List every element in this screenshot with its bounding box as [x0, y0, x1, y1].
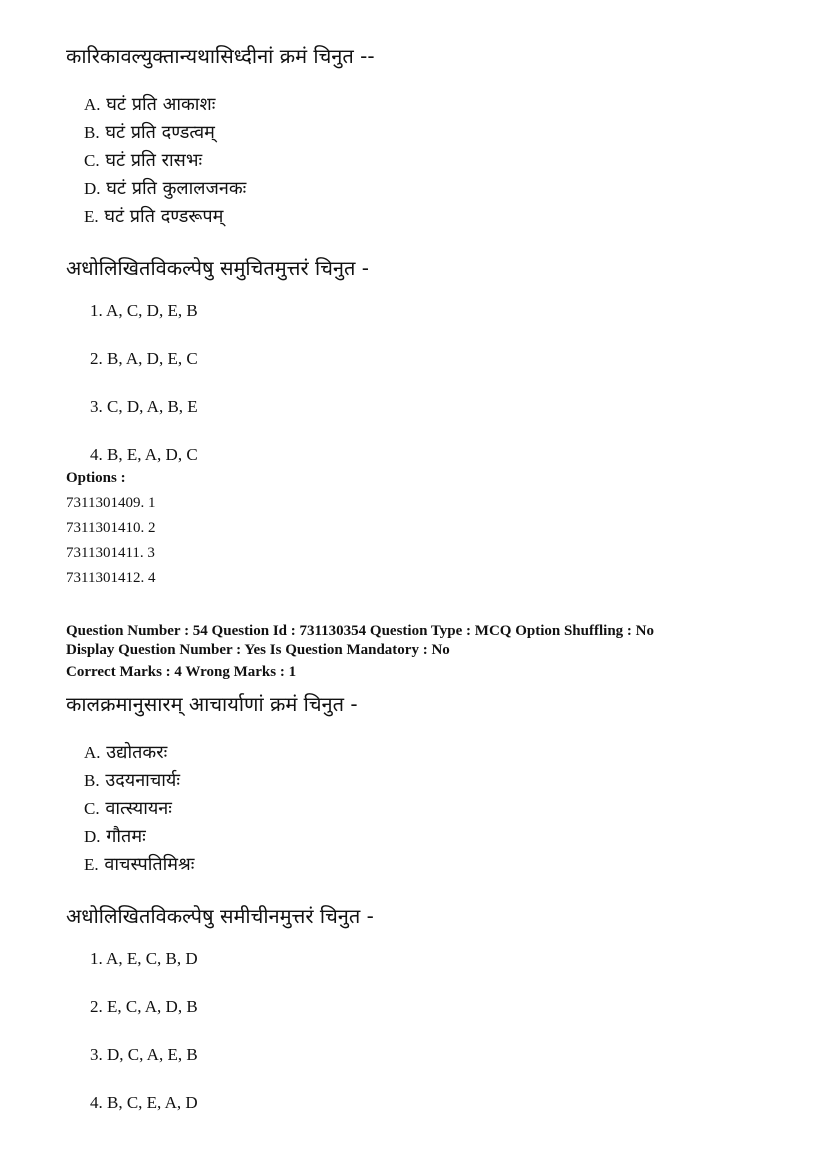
- statement-e: E. घटं प्रति दण्डरूपम्: [84, 206, 224, 227]
- statement-b: B. उदयनाचार्यः: [84, 770, 181, 791]
- question-meta-line3: Correct Marks : 4 Wrong Marks : 1: [66, 664, 297, 680]
- option-id-2: 7311301410. 2: [66, 520, 156, 536]
- answer-option-4: 4. B, E, A, D, C: [90, 445, 198, 464]
- option-id-1: 7311301409. 1: [66, 495, 156, 511]
- instruction: अधोलिखितविकल्पेषु समीचीनमुत्तरं चिनुत -: [66, 904, 374, 928]
- question-meta-line2: Display Question Number : Yes Is Question Mandatory : No: [66, 642, 450, 658]
- statement-d: D. घटं प्रति कुलालजनकः: [84, 178, 247, 199]
- statement-c: C. घटं प्रति रासभः: [84, 150, 203, 171]
- statement-b: B. घटं प्रति दण्डत्वम्: [84, 122, 215, 143]
- answer-option-1: 1. A, C, D, E, B: [90, 301, 198, 320]
- option-id-3: 7311301411. 3: [66, 545, 155, 561]
- statement-e: E. वाचस्पतिमिश्रः: [84, 854, 195, 875]
- statement-a: A. घटं प्रति आकाशः: [84, 94, 216, 115]
- question-meta-line1: Question Number : 54 Question Id : 731130354 Question Type : MCQ Option Shuffling : No: [66, 623, 654, 639]
- answer-option-3: 3. D, C, A, E, B: [90, 1045, 198, 1064]
- statement-c: C. वात्स्यायनः: [84, 798, 172, 819]
- question-title: कारिकावल्युक्तान्यथासिध्दीनां क्रमं चिनुत --: [66, 44, 375, 68]
- statement-d: D. गौतमः: [84, 826, 146, 847]
- statement-a: A. उद्योतकरः: [84, 742, 168, 763]
- options-heading: Options :: [66, 470, 126, 486]
- answer-option-4: 4. B, C, E, A, D: [90, 1093, 198, 1112]
- answer-option-1: 1. A, E, C, B, D: [90, 949, 198, 968]
- option-id-4: 7311301412. 4: [66, 570, 156, 586]
- answer-option-3: 3. C, D, A, B, E: [90, 397, 198, 416]
- instruction: अधोलिखितविकल्पेषु समुचितमुत्तरं चिनुत -: [66, 256, 369, 280]
- question-title: कालक्रमानुसारम् आचार्याणां क्रमं चिनुत -: [66, 692, 358, 716]
- answer-option-2: 2. E, C, A, D, B: [90, 997, 198, 1016]
- answer-option-2: 2. B, A, D, E, C: [90, 349, 198, 368]
